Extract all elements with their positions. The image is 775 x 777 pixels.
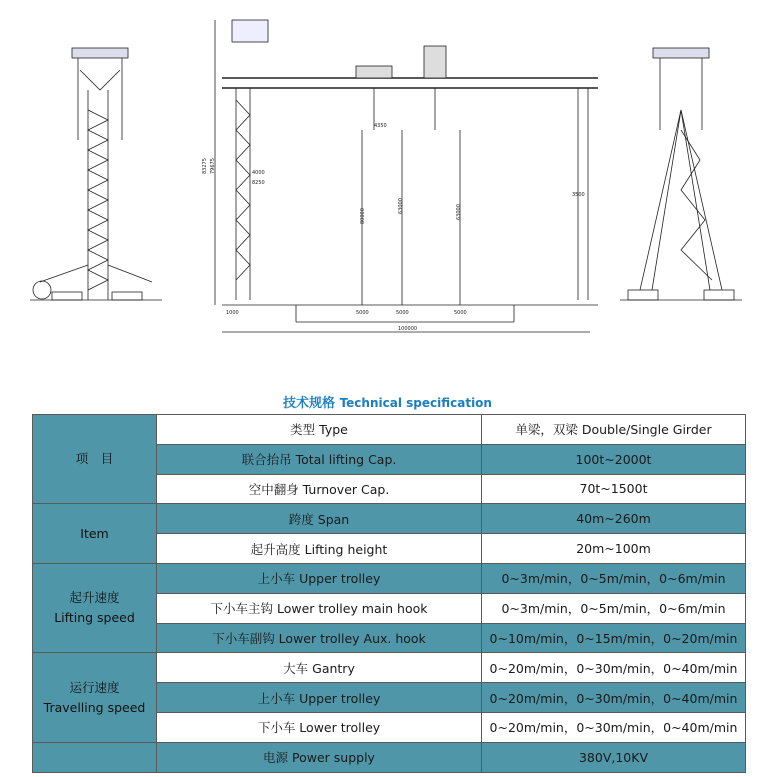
row-value: 0~20m/min，0~30m/min，0~40m/min [482, 683, 746, 713]
dim-span: 100000 [398, 326, 418, 332]
group-travel-en: Travelling speed [43, 699, 146, 715]
group-lifting [33, 563, 157, 652]
crane-drawings [0, 0, 775, 350]
row-value: 40m~260m [482, 504, 746, 534]
group-travel [33, 653, 157, 742]
center-front-view [215, 20, 598, 332]
table-row [33, 653, 746, 683]
row-label: 下小车主钩 Lower trolley main hook [157, 593, 482, 623]
group-lifting-en: Lifting speed [54, 610, 135, 626]
dim-hook-1: 80000 [360, 208, 366, 224]
row-value: 0~3m/min，0~5m/min，0~6m/min [482, 593, 746, 623]
spec-heading-en: Technical specification [339, 396, 492, 410]
row-label: 联合抬吊 Total lifting Cap. [157, 444, 482, 474]
dim-hook-3: 63000 [456, 204, 462, 220]
row-label: 大车 Gantry [157, 653, 482, 683]
dim-small-4: 4000 [252, 170, 265, 176]
dim-height-2: 79675 [210, 158, 216, 174]
row-label: 跨度 Span [157, 504, 482, 534]
row-value: 0~10m/min，0~15m/min，0~20m/min [482, 623, 746, 653]
dim-small-2: 3500 [572, 192, 585, 198]
group-power-blank [33, 742, 157, 772]
dim-mid-1: 5000 [396, 310, 409, 316]
row-label: 类型 Type [157, 415, 482, 445]
row-label: 起升高度 Lifting height [157, 534, 482, 564]
row-value: 0~20m/min，0~30m/min，0~40m/min [482, 653, 746, 683]
row-label: 下小车 Lower trolley [157, 712, 482, 742]
dim-top: 4350 [374, 123, 387, 129]
table-row [33, 504, 746, 534]
row-value: 0~20m/min，0~30m/min，0~40m/min [482, 712, 746, 742]
dim-hook-2: 63000 [398, 198, 404, 214]
table-row [33, 742, 746, 772]
row-value: 单梁，双梁 Double/Single Girder [482, 415, 746, 445]
group-lifting-cn: 起升速度 [69, 590, 120, 606]
row-value: 0~3m/min，0~5m/min，0~6m/min [482, 563, 746, 593]
left-side-view [30, 48, 162, 300]
row-value: 20m~100m [482, 534, 746, 564]
dim-small-3: 8250 [252, 180, 265, 186]
dim-small-1: 1000 [226, 310, 239, 316]
row-label: 电源 Power supply [157, 742, 482, 772]
row-label: 下小车副钩 Lower trolley Aux. hook [157, 623, 482, 653]
row-value: 100t~2000t [482, 444, 746, 474]
row-label: 空中翻身 Turnover Cap. [157, 474, 482, 504]
spec-heading-cn: 技术规格 [283, 396, 336, 411]
dim-left-leg: 5000 [356, 310, 369, 316]
row-value: 380V,10KV [482, 742, 746, 772]
row-label: 上小车 Upper trolley [157, 683, 482, 713]
table-row [33, 415, 746, 445]
right-side-view [620, 48, 742, 300]
group-item-cn: 项 目 [33, 415, 157, 504]
dim-mid-2: 5000 [454, 310, 467, 316]
row-value: 70t~1500t [482, 474, 746, 504]
table-row [33, 563, 746, 593]
spec-table [32, 414, 746, 773]
dim-height: 83275 [202, 158, 208, 174]
group-travel-cn: 运行速度 [69, 679, 120, 695]
spec-heading [0, 392, 775, 411]
group-item-en: Item [33, 504, 157, 564]
row-label: 上小车 Upper trolley [157, 563, 482, 593]
